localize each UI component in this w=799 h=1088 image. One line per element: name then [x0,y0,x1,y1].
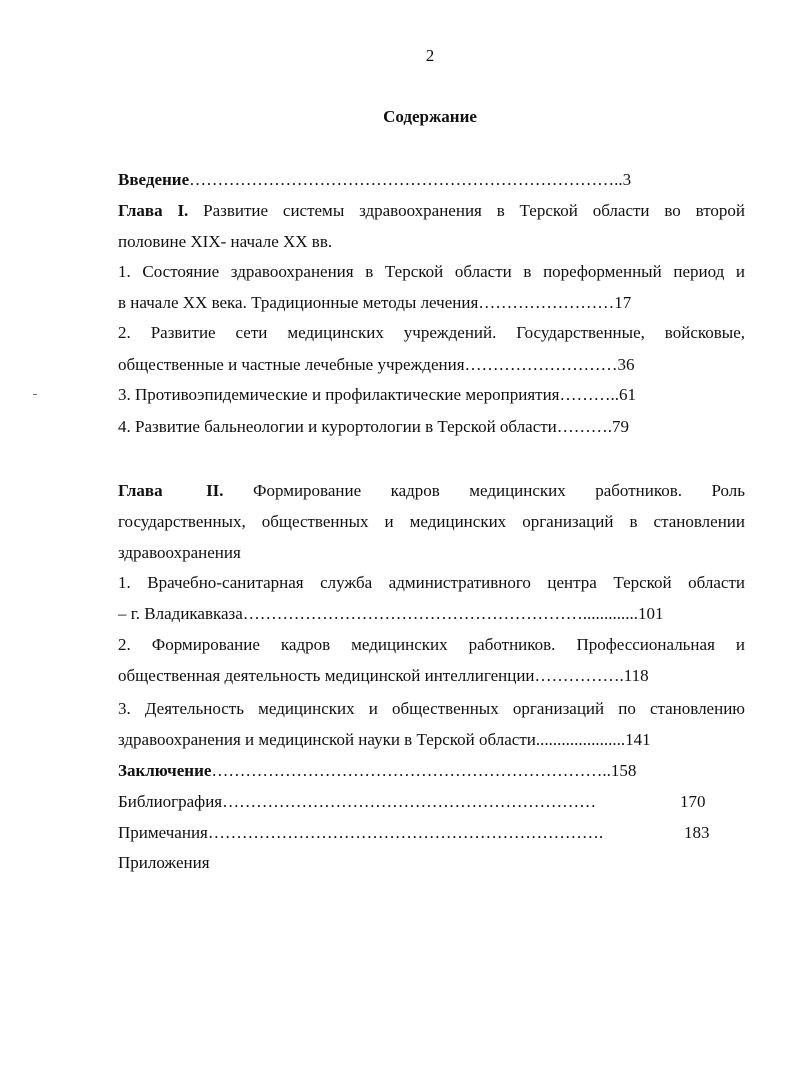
toc-intro-label: Введение [118,170,190,189]
toc-bibliography-page: 170 [680,792,706,811]
toc-intro-page: 3 [622,170,632,189]
toc-chapter1-section2-line2: общественные и частные лечебные учреждения………………………36 [118,355,635,374]
toc-chapter1-label: Глава I. [118,201,189,220]
toc-chapter2-label: Глава II. [118,481,224,500]
toc-notes-label: Примечания [118,823,208,842]
toc-conclusion-dots: …………………………………………………………….. [211,761,611,780]
toc-chapter1-section4: 4. Развитие бальнеологии и курортологии в Терской области……….79 [118,417,630,436]
toc-chapter2-title-line1: Формирование кадров медицинских работников. Роль [253,481,745,500]
toc-chapter1-title-line1: Развитие системы здравоохранения в Терской области во второй [203,201,746,220]
toc-chapter2-heading [118,481,745,501]
toc-chapter2-section2-line1: 2. Формирование кадров медицинских работников. Профессиональная и [118,635,745,654]
toc-chapter2-section2-line2: общественная деятельность медицинской интеллигенции…………….118 [118,666,649,685]
toc-chapter2-section1-line1: 1. Врачебно-санитарная служба административного центра Терской области [118,573,745,592]
toc-entry-appendices: Приложения [118,853,210,872]
toc-chapter2-title-line2: государственных, общественных и медицинских организаций в становлении [118,512,745,531]
toc-notes-page: 183 [684,823,710,842]
toc-entry-bibliography [118,792,745,812]
toc-chapter1-section1-line1: 1. Состояние здравоохранения в Терской области в пореформенный период и [118,262,745,281]
toc-entry-intro [118,170,745,190]
toc-chapter2-title-line3: здравоохранения [118,543,241,562]
toc-chapter1-section3: 3. Противоэпидемические и профилактические мероприятия………..61 [118,385,636,404]
page-number: 2 [425,46,435,65]
page-title: Содержание [383,107,477,126]
toc-chapter2-section3-line2: здравоохранения и медицинской науки в Терской области.....................141 [118,730,651,749]
toc-entry-notes [118,823,745,843]
toc-bibliography-dots: ………………………………………………………… [222,792,597,811]
toc-chapter1-section1-line2: в начале XX века. Традиционные методы лечения……………………17 [118,293,632,312]
toc-chapter1-heading [118,201,745,221]
toc-conclusion-page: 158 [610,761,637,780]
toc-chapter2-section3-line1: 3. Деятельность медицинских и общественных организаций по становлению [118,699,745,718]
toc-entry-conclusion [118,761,745,781]
toc-chapter1-title-line2: половине XIX- начале XX вв. [118,232,333,251]
toc-bibliography-label: Библиография [118,792,223,811]
stray-mark [33,394,37,395]
toc-notes-dots: ……………………………………………………………. [207,823,604,842]
toc-chapter1-section2-line1: 2. Развитие сети медицинских учреждений. Государственные, войсковые, [118,323,745,342]
toc-chapter2-section1-line2: – г. Владикавказа…………………………………………………….............101 [118,604,664,623]
toc-conclusion-label: Заключение [118,761,212,780]
toc-intro-dots: ………………………………………………………………….. [189,170,623,189]
